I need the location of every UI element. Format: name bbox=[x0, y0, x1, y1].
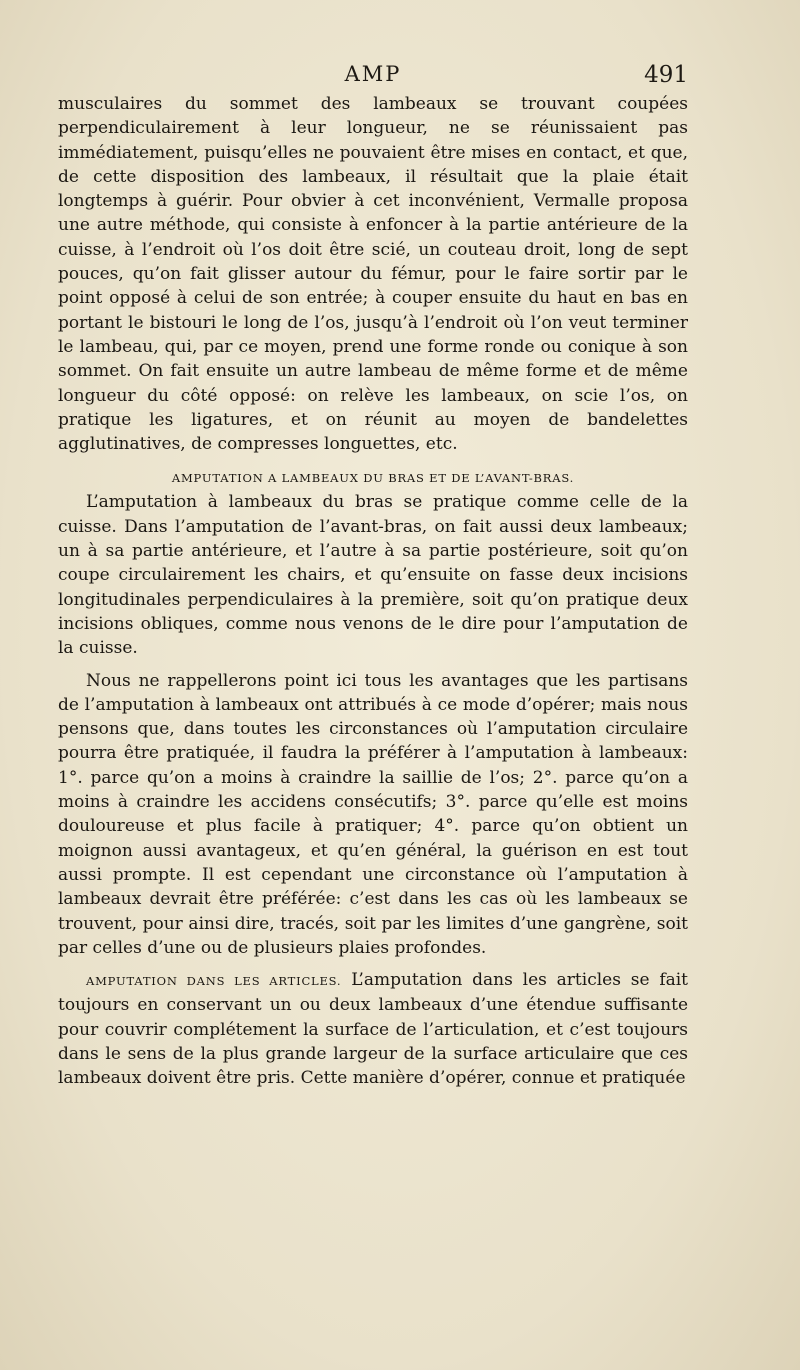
paragraph-spacer bbox=[58, 960, 688, 968]
paragraph-vermalle-method: musculaires du sommet des lambeaux se trouvant coupées perpendiculairement à leur longueur, ne se réunissaient pas immédiatement, puisqu’elles ne pouvaient être mises en contact, et que, de cette disposition des lambeaux, il résultait que la plaie était longtemps à guérir. Pour obvier à cet inconvénient, Vermalle proposa une autre méthode, qui consiste à enfoncer à la partie antérieure de la cuisse, à l’endroit où l’os doit être scié, un couteau droit, long de sept pouces, qu’on fait glisser autour du fémur, pour le faire sortir par le point opposé à celui de son entrée; à couper ensuite du haut en bas en portant le bistouri le long de l’os, jusqu’à l’endroit où l’on veut terminer le lambeau, qui, par ce moyen, prend une forme ronde ou conique à son sommet. On fait ensuite un autre lambeau de même forme et de même longueur du côté opposé: on relève les lambeaux, on scie l’os, on pratique les ligatures, et on réunit au moyen de bandelettes agglutinatives, de compresses longuettes, etc. bbox=[58, 94, 688, 455]
paragraph-advantages: Nous ne rappellerons point ici tous les avantages que les partisans de l’amputation à lambeaux ont attribués à ce mode d’opérer; mais nous pensons que, dans toutes les circonstances où l’amputation circulaire pourra être pratiquée, il faudra la préférer à l’amputation à lambeaux: 1°. parce qu’on a moins à craindre la saillie de l’os; 2°. parce qu’on a moins à craindre les accidens consécutifs; 3°. parce qu’elle est moins douloureuse et plus facile à pratiquer; 4°. parce qu’on obtient un moignon aussi avantageux, et qu’en général, la guérison en est tout aussi prompte. Il est cependant une circonstance où l’amputation à lambeaux devrait être préférée: c’est dans les cas où les lambeaux se trouvent, pour ainsi dire, tracés, soit par les limites d’une gangrène, soit par celles d’une ou de plusieurs plaies profondes. bbox=[58, 670, 688, 958]
paragraph-articles bbox=[58, 968, 688, 1090]
section-heading-articles: AMPUTATION DANS LES ARTICLES. bbox=[86, 974, 342, 989]
text-column bbox=[58, 92, 688, 1091]
paragraph-bras: L’amputation à lambeaux du bras se pratique comme celle de la cuisse. Dans l’amputation de l’avant-bras, on fait aussi deux lambeaux; un à sa partie antérieure, et l’autre à sa partie postérieure, soit qu’on coupe circulairement les chairs, et qu’ensuite on fasse deux incisions longitudinales perpendiculaires à la première, soit qu’on pratique deux incisions obliques, comme nous venons de le dire pour l’amputation de la cuisse. bbox=[58, 492, 688, 659]
paragraph-spacer bbox=[58, 661, 688, 669]
running-head bbox=[58, 58, 688, 94]
section-heading-bras: AMPUTATION A LAMBEAUX DU BRAS ET DE L’AVANT-BRAS. bbox=[171, 471, 575, 486]
paragraph-articles-text: L’amputation dans les articles se fait toujours en conservant un ou deux lambeaux d’une étendue suffisante pour couvrir complétement la surface de l’articulation, et c’est toujours dans le sens de la plus grande largeur de la surface articulaire que ces lambeaux doivent être pris. Cette manière d’opérer, connue et pratiquée bbox=[58, 970, 689, 1089]
running-title: AMP bbox=[344, 62, 402, 86]
page-number: 491 bbox=[644, 62, 688, 88]
